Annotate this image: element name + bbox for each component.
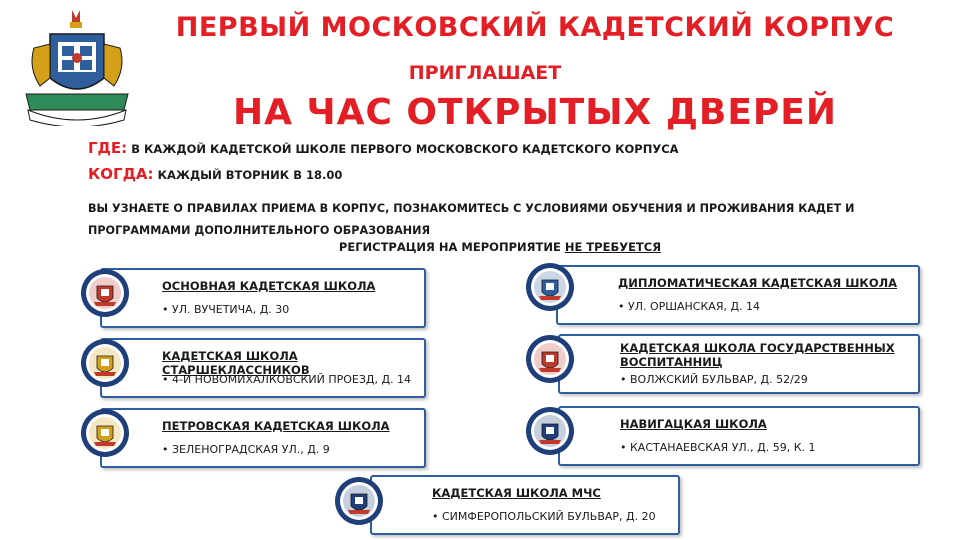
when-text: КАЖДЫЙ ВТОРНИК В 18.00 — [157, 168, 343, 182]
school-card[interactable] — [100, 338, 426, 398]
school-name[interactable]: КАДЕТСКАЯ ШКОЛА ГОСУДАРСТВЕННЫХ ВОСПИТАННИЦ — [620, 341, 895, 369]
registration-value: НЕ ТРЕБУЕТСЯ — [564, 240, 662, 254]
where-label: ГДЕ: — [88, 139, 128, 157]
where-text: В КАЖДОЙ КАДЕТСКОЙ ШКОЛЕ ПЕРВОГО МОСКОВСКОГО КАДЕТСКОГО КОРПУСА — [131, 142, 679, 156]
school-emblem-icon — [80, 268, 130, 318]
school-name[interactable]: ОСНОВНАЯ КАДЕТСКАЯ ШКОЛА — [162, 279, 376, 293]
school-card[interactable] — [100, 268, 426, 328]
school-emblem-icon — [80, 408, 130, 458]
school-card[interactable] — [100, 408, 426, 468]
school-card[interactable] — [558, 406, 920, 466]
when-label: КОГДА: — [88, 165, 154, 183]
school-address: • КАСТАНАЕВСКАЯ УЛ., Д. 59, К. 1 — [620, 441, 816, 454]
event-description: ВЫ УЗНАЕТЕ О ПРАВИЛАХ ПРИЕМА В КОРПУС, ПОЗНАКОМИТЕСЬ С УСЛОВИЯМИ ОБУЧЕНИЯ И ПРОЖИВАНИЯ КАДЕТ И ПРОГРАММАМИ ДОПОЛНИТЕЛЬНОГО ОБРАЗОВАНИЯ — [88, 202, 855, 237]
school-name[interactable]: КАДЕТСКАЯ ШКОЛА СТАРШЕКЛАССНИКОВ — [162, 349, 310, 377]
where-line — [88, 139, 679, 157]
when-line — [88, 165, 342, 183]
page-title: ПЕРВЫЙ МОСКОВСКИЙ КАДЕТСКИЙ КОРПУС — [175, 12, 895, 43]
school-address: • УЛ. ОРШАНСКАЯ, Д. 14 — [618, 300, 761, 313]
school-address: • УЛ. ВУЧЕТИЧА, Д. 30 — [162, 303, 290, 316]
school-name[interactable]: ДИПЛОМАТИЧЕСКАЯ КАДЕТСКАЯ ШКОЛА — [618, 276, 898, 290]
school-address: • ВОЛЖСКИЙ БУЛЬВАР, Д. 52/29 — [620, 373, 808, 386]
school-name[interactable]: ПЕТРОВСКАЯ КАДЕТСКАЯ ШКОЛА — [162, 419, 390, 433]
school-name[interactable]: НАВИГАЦКАЯ ШКОЛА — [620, 417, 767, 431]
school-emblem-icon — [525, 406, 575, 456]
event-title: НА ЧАС ОТКРЫТЫХ ДВЕРЕЙ — [232, 92, 838, 133]
school-card[interactable] — [558, 334, 920, 394]
school-address: • СИМФЕРОПОЛЬСКИЙ БУЛЬВАР, Д. 20 — [432, 510, 656, 523]
school-emblem-icon — [334, 476, 384, 526]
page-subtitle: ПРИГЛАШАЕТ — [408, 62, 562, 84]
school-card[interactable] — [370, 475, 680, 535]
school-address: • 4-Й НОВОМИХАЛКОВСКИЙ ПРОЕЗД, Д. 14 — [162, 373, 412, 386]
school-emblem-icon — [525, 262, 575, 312]
school-emblem-icon — [80, 338, 130, 388]
registration-note — [0, 240, 960, 254]
registration-prefix: РЕГИСТРАЦИЯ НА МЕРОПРИЯТИЕ — [338, 240, 561, 254]
school-card[interactable] — [556, 265, 920, 325]
school-emblem-icon — [525, 334, 575, 384]
school-address: • ЗЕЛЕНОГРАДСКАЯ УЛ., Д. 9 — [162, 443, 330, 456]
school-name[interactable]: КАДЕТСКАЯ ШКОЛА МЧС — [432, 486, 601, 500]
